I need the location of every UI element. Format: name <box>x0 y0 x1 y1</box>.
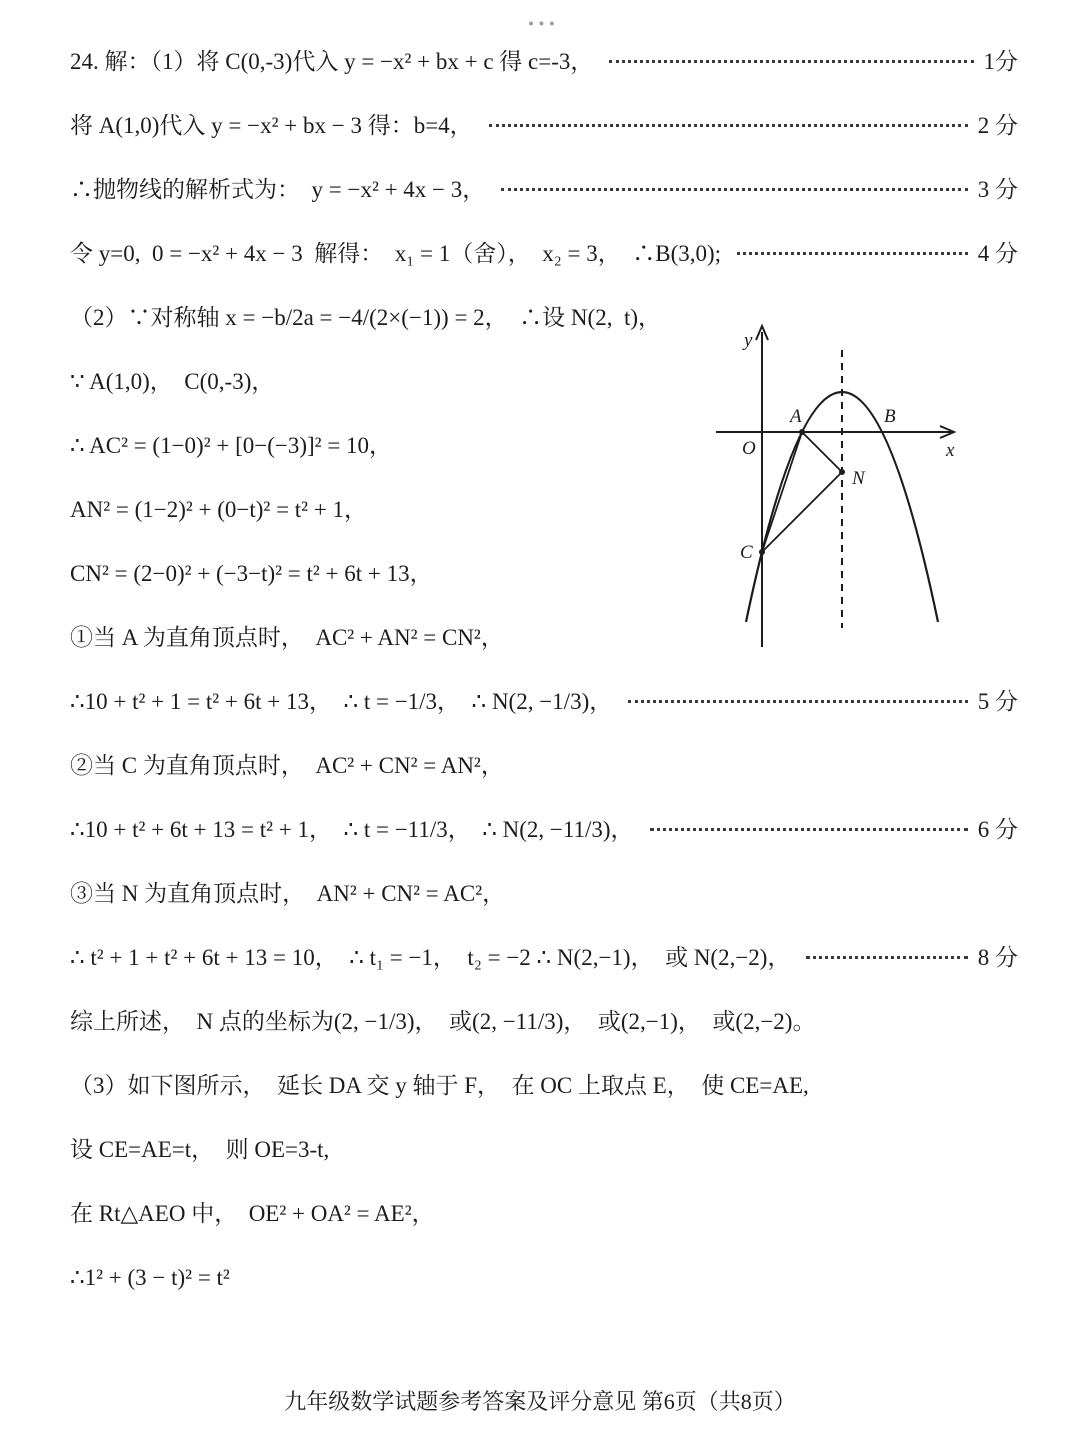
line-text: 在 Rt△AEO 中， OE² + OA² = AE²， <box>70 1201 435 1226</box>
line-text: ∴10 + t² + 6t + 13 = t² + 1， ∴ t = −11/3， ∴ N(2, −11/3)， <box>70 817 634 842</box>
line-text: ∴ t² + 1 + t² + 6t + 13 = 10， ∴ t₁ = −1， t₂ = −2 ∴ N(2,−1)， 或 N(2,−2)， <box>70 945 791 970</box>
segment-AN <box>802 432 842 472</box>
solution-line <box>70 1198 1018 1229</box>
solution-line <box>70 174 1018 205</box>
segment-AC <box>762 432 802 552</box>
score-label: 5 分 <box>977 689 1018 714</box>
point-B-label: B <box>884 406 896 427</box>
solution-line <box>70 878 1018 909</box>
line-text: （3）如下图所示， 延长 DA 交 y 轴于 F， 在 OC 上取点 E， 使 CE=AE, <box>70 1073 809 1098</box>
score-label: 2 分 <box>977 113 1018 138</box>
solution-line <box>70 750 1018 781</box>
line-text: 设 CE=AE=t， 则 OE=3-t, <box>70 1137 330 1162</box>
line-text: ∴抛物线的解析式为： y = −x² + 4x − 3， <box>70 177 486 202</box>
dotted-leader <box>737 252 968 255</box>
solution-line <box>70 1262 1018 1293</box>
line-text: （2）∵对称轴 x = −b/2a = −4/(2×(−1)) = 2， ∴设 N(2, t)， <box>70 305 661 330</box>
point-C-label: C <box>740 542 753 563</box>
parabola-figure <box>702 322 964 654</box>
dotted-leader <box>628 700 968 703</box>
score-label: 6 分 <box>977 817 1018 842</box>
page-footer: 九年级数学试题参考答案及评分意见 第6页（共8页） <box>284 1389 796 1414</box>
point-A-label: A <box>790 406 802 427</box>
score-label: 1分 <box>983 49 1018 74</box>
line-text: ∵ A(1,0)， C(0,-3)， <box>70 369 275 394</box>
y-axis-label: y <box>744 330 753 351</box>
line-text: ∴10 + t² + 1 = t² + 6t + 13， ∴ t = −1/3， ∴ N(2, −1/3)， <box>70 689 613 714</box>
solution-line <box>70 46 1018 77</box>
line-text: CN² = (2−0)² + (−3−t)² = t² + 6t + 13， <box>70 561 433 586</box>
score-label: 3 分 <box>977 177 1018 202</box>
solution-line <box>70 1006 1018 1037</box>
solution-line <box>70 1070 1018 1101</box>
score-label: 8 分 <box>977 945 1018 970</box>
dotted-leader <box>489 124 968 127</box>
score-label: 4 分 <box>977 241 1018 266</box>
solution-line <box>70 814 1018 845</box>
line-text: 令 y=0, 0 = −x² + 4x − 3 解得： x₁ = 1（舍）， x₂ = 3， ∴B(3,0); <box>70 241 722 266</box>
point-N-dot <box>839 469 845 475</box>
solution-line <box>70 110 1018 141</box>
line-text: 将 A(1,0)代入 y = −x² + bx − 3 得：b=4， <box>70 113 473 138</box>
dotted-leader <box>609 60 973 63</box>
line-text: ③当 N 为直角顶点时， AN² + CN² = AC²， <box>70 881 506 906</box>
solution-line <box>70 686 1018 717</box>
line-text: ①当 A 为直角顶点时， AC² + AN² = CN²， <box>70 625 504 650</box>
solution-line <box>70 238 1018 269</box>
dotted-leader <box>650 828 968 831</box>
line-text: ②当 C 为直角顶点时， AC² + CN² = AN²， <box>70 753 504 778</box>
point-A-dot <box>799 429 805 435</box>
origin-label: O <box>742 438 756 459</box>
point-N-label: N <box>852 468 865 489</box>
dotted-leader <box>501 188 967 191</box>
point-C-dot <box>759 549 765 555</box>
page-top-dots: ●●● <box>528 18 560 28</box>
x-axis-label: x <box>946 440 955 461</box>
solution-line <box>70 942 1018 973</box>
line-text: 24. 解：（1）将 C(0,-3)代入 y = −x² + bx + c 得 c=-3， <box>70 49 594 74</box>
line-text: 综上所述， N 点的坐标为(2, −1/3)， 或(2, −11/3)， 或(2,−1)， 或(2,−2)。 <box>70 1009 816 1034</box>
line-text: ∴1² + (3 − t)² = t² <box>70 1265 230 1290</box>
solution-line <box>70 1134 1018 1165</box>
line-text: AN² = (1−2)² + (0−t)² = t² + 1， <box>70 497 368 522</box>
dotted-leader <box>806 956 967 959</box>
segment-CN <box>762 472 842 552</box>
line-text: ∴ AC² = (1−0)² + [0−(−3)]² = 10， <box>70 433 393 458</box>
